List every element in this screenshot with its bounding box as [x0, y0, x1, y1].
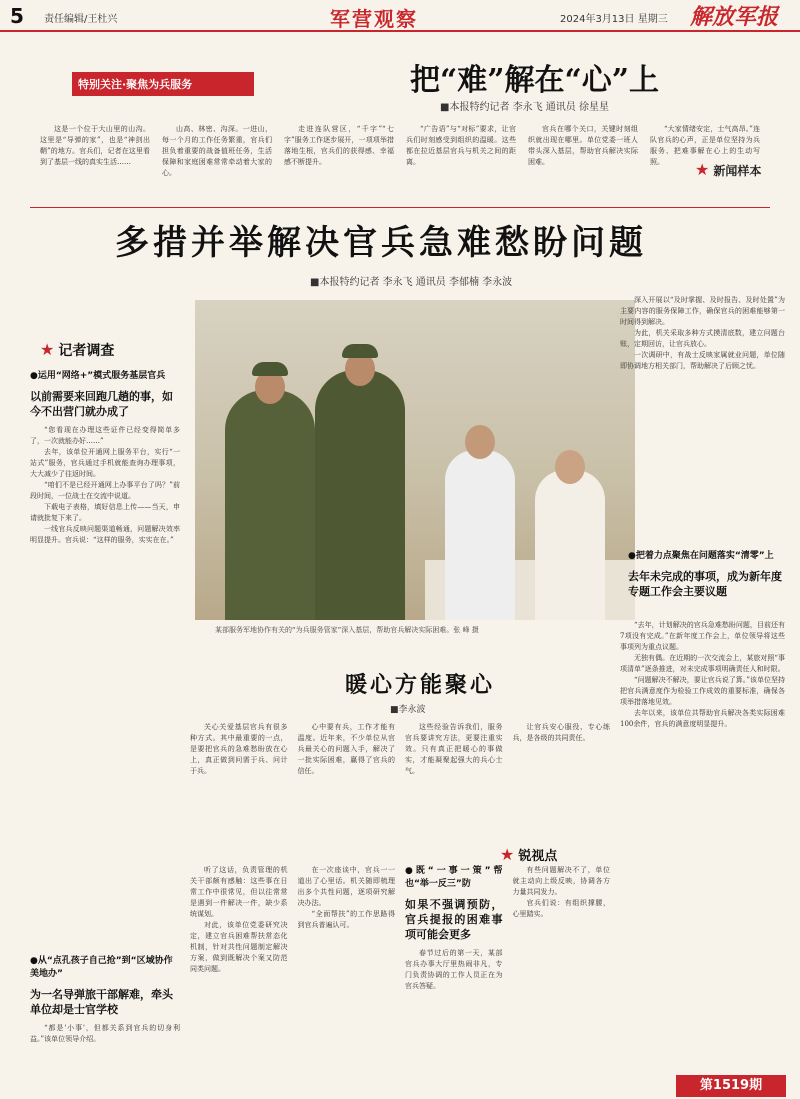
soldier-figure [225, 390, 315, 620]
top-article-body [40, 124, 760, 204]
page-number: 5 [10, 4, 24, 28]
staff-figure [445, 450, 515, 620]
text-column [190, 865, 288, 1090]
subhead-emphasis: 去年未完成的事项，成为新年度专题工作会主要议题 [628, 570, 782, 598]
paragraph: 听了这话，负责管理的机关干部颇有感触：这些事在日常工作中很常见，但以往常常是遇到一件解决一件，缺少系统谋划。 [190, 866, 288, 918]
paragraph: 为此，机关采取多种方式摸清底数，建立问题台账，定期回访，让官兵放心。 [620, 329, 785, 348]
paragraph: 官兵在哪个关口，关键时刻组织就出现在哪里。单位党委一班人带头深入基层，帮助官兵解决实际困难。 [528, 125, 638, 166]
bottom-article-body [190, 865, 610, 1090]
paragraph: “大家情绪安定，士气高昂。”连队官兵的心声，正是单位坚持为兵服务、把难事解在心上的生动写照。 [650, 125, 760, 166]
subhead-emphasis: 以前需要来回跑几趟的事，如今不出营门就办成了 [30, 390, 173, 418]
paragraph: 去年，该单位开通网上服务平台，实行“一站式”服务，官兵通过手机就能查询办理事项，大大减少了往返时间。 [30, 448, 180, 478]
paragraph: 这是一个位于大山里的山沟。这里是“导弹的家”，也是“神剑出鞘”的地方。官兵们，记者在这里看到了基层一线的真实生活…… [40, 125, 150, 166]
section-title: 军营观察 [330, 7, 418, 31]
paragraph: 心中要有兵，工作才能有温度。近年来，不少单位从官兵最关心的问题入手，解决了一批实际困难，赢得了官兵的信任。 [297, 723, 395, 775]
text-column [406, 124, 516, 204]
photo-caption: 某部服务军地协作有关的“为兵服务管家”深入基层，帮助官兵解决实际困难。张 峰 摄 [215, 626, 479, 634]
text-column [405, 865, 503, 1090]
paragraph: 有些问题解决不了，单位就主动向上级反映，协调各方力量共同发力。 [512, 866, 610, 896]
paragraph: 走进连队营区，“千字”“七字”服务工作逐步展开，一项项举措落地生根，官兵们的获得感、幸福感不断提升。 [284, 125, 394, 166]
reporter-survey-label: 记者调查 [58, 343, 115, 359]
sharp-view-tag [500, 845, 557, 864]
text-column [405, 722, 503, 842]
subhead: ●运用“网络+”模式服务基层官兵 [30, 371, 166, 381]
paragraph: 官兵们说：有组织撑腰，心里踏实。 [512, 899, 610, 918]
text-column [298, 722, 396, 842]
text-column [284, 124, 394, 204]
text-column [298, 865, 396, 1090]
staff-head [555, 450, 585, 484]
paragraph: 这些经验告诉我们，服务官兵要讲究方法，更要注重实效。只有真正把暖心的事做实，才能凝聚起强大的兵心士气。 [405, 723, 503, 775]
subhead: ●既“一事一策”帮也“举一反三”防 [405, 866, 503, 889]
reporter-survey-tag [40, 340, 114, 360]
star-icon: ★ [40, 340, 55, 359]
paragraph: “问题解决不解决，要让官兵说了算。”该单位坚持把官兵满意度作为检验工作成效的重要标准，确保各项举措落地见效。 [620, 676, 785, 706]
soldier-cap [252, 362, 288, 376]
paragraph: 一次调研中，有战士反映家属就业问题，单位随即协调地方相关部门，帮助解决了后顾之忧。 [620, 351, 785, 370]
commentary-byline: ■李永波 [390, 705, 426, 715]
editor-credit: 责任编辑/王杜兴 [44, 14, 118, 25]
paragraph: “全面帮扶”的工作思路得到官兵普遍认可。 [297, 910, 395, 929]
text-column [190, 722, 288, 842]
main-byline: ■本报特约记者 李永飞 通讯员 李郁楠 李永波 [310, 277, 513, 288]
paragraph: 下载电子表格，填好信息上传——当天，申请就批复下来了。 [30, 503, 180, 522]
paragraph: “您看现在办理这些证件已经变得简单多了，一次就能办好……” [30, 426, 180, 445]
text-column [513, 865, 611, 1090]
paragraph: 让官兵安心服役、专心练兵，是各级的共同责任。 [512, 723, 610, 742]
feature-tag-label: 特别关注·聚焦为兵服务 [78, 78, 193, 91]
text-column [162, 124, 272, 204]
subhead-emphasis: 为一名导弹旅干部解难，牵头单位却是士官学校 [30, 988, 173, 1016]
paragraph: “都是'小事'，但都关系到官兵的切身利益。”该单位领导介绍。 [30, 1024, 180, 1043]
paragraph: 对此，该单位党委研究决定，建立官兵困难帮扶常态化机制，针对共性问题制定解决方案，做到既解决个案又防范同类问题。 [190, 921, 288, 973]
paragraph: “去年，计划解决的官兵急难愁盼问题，目前还有7项没有完成。”在新年度工作会上，单位领导将这些事项列为重点议题。 [620, 621, 785, 651]
paragraph: 关心关爱基层官兵有很多种方式。其中最重要的一点，是要把官兵的急难愁盼放在心上，真正做到问需于兵、问计于兵。 [190, 723, 288, 775]
paragraph: 春节过后的第一天，某部官兵办事大厅里热闹非凡，专门负责协调的工作人员正在为官兵答疑。 [405, 949, 503, 990]
paragraph: 山高、林密、沟深。一进山，每一个月的工作任务繁重，官兵们担负着重要的战备值班任务，生活保障和家庭困难常常牵动着大家的心。 [162, 125, 272, 177]
right-column-top [620, 295, 785, 540]
divider [30, 207, 770, 208]
news-photo [195, 300, 635, 620]
soldier-cap [342, 344, 378, 358]
left-column [30, 370, 180, 1090]
text-column [528, 124, 638, 204]
text-column [40, 124, 150, 204]
feature-tag [72, 72, 254, 96]
staff-figure [535, 470, 605, 620]
top-article-title: 把“难”解在“心”上 [410, 63, 660, 98]
subhead: ●从“点孔孩子自己抢”到“区域协作美地办” [30, 956, 173, 979]
commentary-title: 暖心方能聚心 [345, 672, 496, 698]
subhead-emphasis: 如果不强调预防，官兵提报的困难事项可能会更多 [405, 898, 503, 941]
paragraph: 在一次座谈中，官兵一一道出了心里话。机关随即梳理出多个共性问题，逐项研究解决办法。 [297, 866, 395, 907]
news-sample-label: 新闻样本 [713, 164, 762, 178]
right-subhead-block [628, 550, 788, 605]
text-column [513, 722, 611, 842]
star-icon: ★ [695, 160, 710, 179]
text-column [30, 425, 180, 735]
paragraph: 一线官兵反映问题渠道畅通，问题解决效率明显提升。官兵说：“这样的服务，实实在在。” [30, 525, 180, 544]
main-headline: 多措并举解决官兵急难愁盼问题 [115, 223, 647, 263]
star-icon: ★ [500, 845, 515, 864]
paragraph: 深入开展以“及时掌握、及时报告、及时处置”为主要内容的服务保障工作，确保官兵的困难能够第一时间得到解决。 [620, 296, 785, 326]
issue-number-badge: 第1519期 [676, 1075, 786, 1097]
commentary-body [190, 722, 610, 842]
publication-date: 2024年3月13日 星期三 [560, 14, 668, 25]
top-article-byline: ■本报特约记者 李永飞 通讯员 徐星星 [440, 102, 609, 113]
paragraph: 无独有偶。在近期的一次交流会上，某旅对照“事项清单”逐条推进，对未完成事项明确责任人和时限。 [620, 654, 785, 673]
soldier-figure [315, 370, 405, 620]
news-sample-tag [695, 160, 761, 179]
subhead: ●把着力点聚焦在问题落实“清零”上 [628, 551, 774, 561]
paragraph: 去年以来，该单位共帮助官兵解决各类实际困难100余件，官兵的满意度明显提升。 [620, 709, 785, 728]
sharp-view-label: 锐视点 [518, 849, 558, 864]
right-column-bottom [620, 620, 785, 1060]
newspaper-logo: 解放军报 [690, 4, 779, 30]
text-column [30, 1023, 180, 1083]
staff-head [465, 425, 495, 459]
paragraph: “广告语”与“对标”要求，让官兵们时刻感受到组织的温暖。这些都在拉近基层官兵与机关之间的距离。 [406, 125, 516, 166]
paragraph: “咱们不是已经开通网上办事平台了吗？”前段时间，一位战士在交流中说道。 [30, 481, 180, 500]
